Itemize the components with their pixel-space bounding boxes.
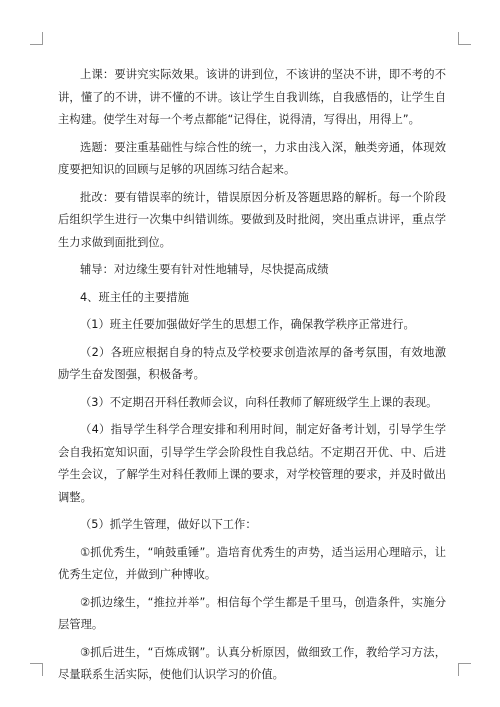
sub-item-borderline-students: ②抓边缘生，“推拉并举”。相信每个学生都是千里马，创造条件，实施分层管理。 (58, 595, 446, 631)
section-heading-head-teacher-measures: 4、班主任的主要措施 (80, 290, 189, 304)
paragraph-lecture: 上课：要讲究实际效果。该讲的讲到位，不该讲的坚决不讲，即不考的不讲，懂了的不讲，讲不懂的不讲。该让学生自我训练，自我感悟的，让学生自主构建。使学生对每一个考点都能“记得住，说得清，写得出，用得上”。 (58, 68, 446, 126)
list-item-5: （5）抓学生管理，做好以下工作： (80, 518, 257, 531)
list-item-1: （1）班主任要加强做好学生的思想工作，确保教学秩序正常进行。 (80, 318, 415, 331)
document-body (58, 64, 446, 692)
crop-mark-top-left (30, 32, 43, 45)
sub-item-struggling-students: ③抓后进生，“百炼成钢”。认真分析原因，做细致工作，教给学习方法，尽量联系生活实际，使他们认识学习的价值。 (58, 645, 446, 681)
crop-mark-bottom-left (30, 663, 43, 676)
paragraph-tutoring: 辅导：对边缘生要有针对性地辅导，尽快提高成绩 (80, 263, 329, 276)
paragraph-question-selection: 选题：要注重基础性与综合性的统一，力求由浅入深，触类旁通，体现效度要把知识的回顾与足够的巩固练习结合起来。 (58, 140, 446, 176)
sub-item-top-students: ①抓优秀生，“响鼓重锤”。造培育优秀生的声势，适当运用心理暗示，让优秀生定位，并做到广种博收。 (58, 545, 446, 581)
list-item-3: （3）不定期召开科任教师会议，向科任教师了解班级学生上课的表现。 (80, 395, 438, 409)
list-item-4: （4）指导学生科学合理安排和利用时间，制定好备考计划，引导学生学会自我拓宽知识面，引导学生学会阶段性自我总结。不定期召开优、中、后进学生会议，了解学生对科任教师上课的要求，对学校管理的要求，并及时做出调整。 (58, 423, 446, 504)
paragraph-grading: 批改：要有错误率的统计，错误原因分析及答题思路的解析。每一个阶段后组织学生进行一次集中纠错训练。要做到及时批阅，突出重点讲评，重点学生力求做到面批到位。 (58, 190, 446, 249)
list-item-2: （2）各班应根据自身的特点及学校要求创造浓厚的备考氛围，有效地激励学生奋发图强，积极备考。 (58, 345, 446, 381)
crop-mark-bottom-right (458, 663, 471, 676)
crop-mark-top-right (458, 32, 471, 45)
